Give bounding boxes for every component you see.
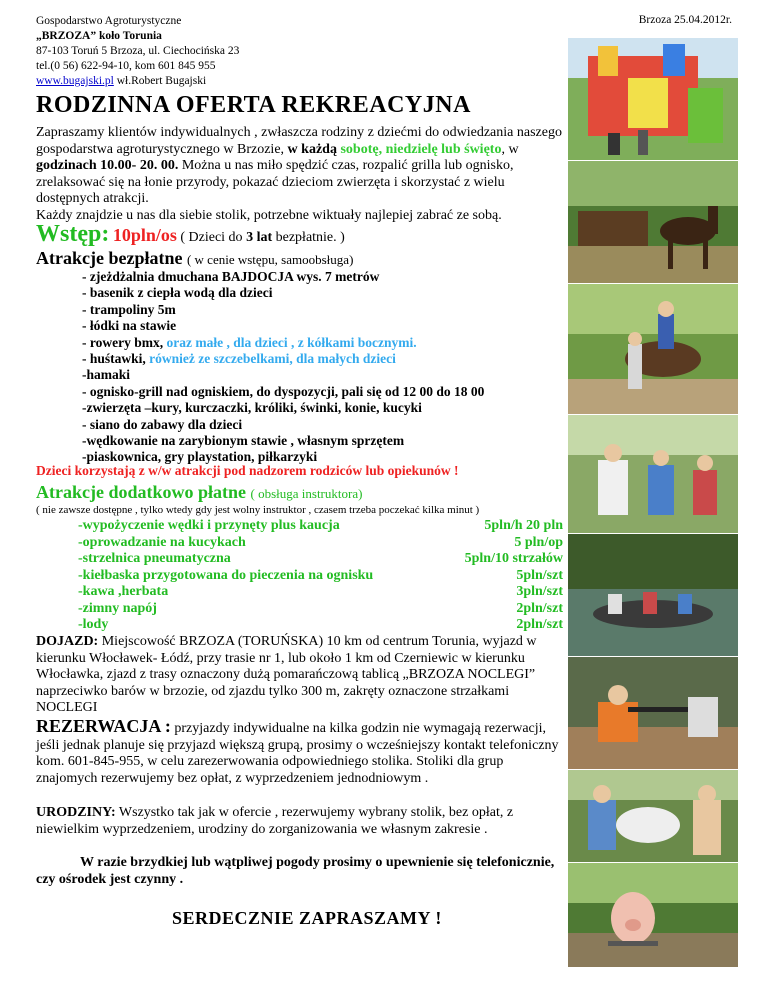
list-item: - siano do zabawy dla dzieci [82, 416, 243, 432]
birthday-label: URODZINY: [36, 805, 116, 820]
directions-label: DOJAZD: [36, 634, 99, 649]
entry-label: Wstęp: [36, 221, 110, 247]
reservation-body: przyjazdy indywidualne na kilka godzin nie wymagają rezerwacji, jeśli jednak planuje się przyjazd większą grupą, prosimy o wcześniejszy kontakt telefoniczny kom. 601-845-955, w celu zarezerwowania odpowiedniego stolika. Stoliki dla grup znajomych rezerwujemy bez opłat, z wyprzedzeniem jednodniowym . [36, 721, 559, 786]
pony-ride-photo [568, 284, 738, 414]
farm-type: Gospodarstwo Agroturystyczne [36, 15, 182, 27]
pig-photo [568, 863, 738, 967]
list-item: -hamaki [82, 367, 131, 383]
supervision-warning: Dzieci korzystają z w/w atrakcji pod nadzorem rodziców lub opiekunów ! [36, 463, 459, 478]
price-row: -oprowadzanie na kucykach 5 pln/op [78, 534, 563, 550]
list-item: -wędkowanie na zarybionym stawie , własnym sprzętem [82, 433, 405, 449]
weather-note: W razie brzydkiej lub wątpliwej pogody prosimy o upewnienie się telefonicznie, czy ośrodek jest czynny . [36, 855, 555, 887]
intro-part: Można u nas miło spędzić czas, rozpalić grilla lub ognisko, zrelaksować się na łonie przyrody, pokazać dzieciom zwierzęta i skorzystać z wielu dostępnych atrakcji. [36, 158, 514, 206]
intro-hours: godzinach 10.00- 20. 00. [36, 158, 179, 173]
reservation-text [36, 718, 566, 787]
list-item: - łódki na stawie [82, 318, 177, 334]
horse-cart-photo [568, 161, 738, 283]
paid-availability-note: ( nie zawsze dostępne , tylko wtedy gdy jest wolny instruktor , czasem trzeba poczekać kilka minut ) [36, 504, 480, 516]
entry-price: 10pln/os [112, 225, 177, 245]
free-attractions-heading [36, 248, 353, 269]
paid-attractions-list [78, 518, 563, 634]
page-title: RODZINNA OFERTA REKREACYJNA [36, 92, 471, 118]
farm-name: „BRZOZA” koło Torunia [36, 30, 162, 42]
birthday-body: Wszystko tak jak w ofercie , rezerwujemy wybrany stolik, bez opłat, z niewielkim wyprzedzeniem, urodziny do zorganizowania we własnym zakresie . [36, 805, 514, 837]
intro-text [36, 125, 566, 224]
paid-heading-sub: ( obsługa instruktora) [250, 486, 363, 501]
list-item: - basenik z ciepła wodą dla dzieci [82, 285, 273, 301]
birthday-text [36, 805, 566, 838]
directions-text [36, 634, 566, 717]
free-heading-text: Atrakcje bezpłatne [36, 248, 183, 268]
inflatable-slide-photo [568, 38, 738, 160]
price-row: -kawa ,herbata 3pln/szt [78, 584, 563, 599]
price-row: -strzelnica pneumatyczna 5pln/10 strzałów [78, 551, 563, 566]
intro-days: sobotę, niedzielę lub święto [340, 141, 502, 157]
list-item: - huśtawki, również ze szczebelkami, dla małych dzieci [82, 351, 396, 367]
paid-heading-text: Atrakcje dodatkowo płatne [36, 482, 246, 502]
price-row: -zimny napój 2pln/szt [78, 600, 563, 616]
paid-attractions-heading [36, 482, 362, 503]
boat-pond-photo [568, 534, 738, 656]
document-date: Brzoza 25.04.2012r. [638, 14, 732, 26]
shooting-range-photo [568, 657, 738, 769]
list-item: - ognisko-grill nad ogniskiem, do dyspozycji, pali się od 12 00 do 18 00 [82, 383, 485, 399]
entry-note: ( Dzieci do [180, 230, 247, 245]
list-item: -zwierzęta –kury, kurczaczki, króliki, świnki, konie, kucyki [82, 400, 422, 416]
children-goat-photo [568, 770, 738, 862]
entry-note-age: 3 lat [246, 230, 273, 245]
entry-fee [36, 221, 345, 248]
list-item: - rowery bmx, oraz małe , dla dzieci , z kółkami bocznymi. [82, 334, 417, 350]
farm-header [36, 14, 239, 89]
intro-tables: Każdy znajdzie u nas dla siebie stolik, potrzebne wiktuały najlepiej zabrać ze sobą. [36, 207, 502, 223]
website-link[interactable]: www.bugajski.pl [36, 75, 114, 87]
farm-address: 87-103 Toruń 5 Brzoza, ul. Ciechocińska 23 [36, 45, 240, 57]
intro-part: Zapraszamy klientów indywidualnych , zwłaszcza rodziny z dziećmi do odwiedzania naszego gospodarstwa agroturystycznego w Brzozie, [36, 125, 562, 157]
list-item: - trampoliny 5m [82, 301, 176, 317]
price-row: -lody 2pln/szt [78, 617, 563, 632]
closing-invitation: SERDECZNIE ZAPRASZAMY ! [172, 908, 442, 928]
entry-note: bezpłatnie. ) [272, 230, 345, 245]
free-attractions-list [82, 269, 484, 466]
farm-web-line [36, 74, 239, 89]
free-heading-sub: ( w cenie wstępu, samoobsługa) [186, 252, 354, 267]
reservation-label: REZERWACJA : [36, 716, 171, 736]
price-row: -kiełbaska przygotowana do pieczenia na ognisku 5pln/szt [78, 567, 563, 583]
intro-part: , w [501, 141, 519, 157]
directions-body: Miejscowość BRZOZA (TORUŃSKA) 10 km od centrum Torunia, wyjazd w kierunku Włocławek- Łódź, przy trasie nr 1, lub około 1 km od Czerniewic w kierunku Włocławka, zjazd z trasy oznaczony dużą pomarańczową tablicą „BRZOZA NOCLEGI” naprzeciwko barów w brzozie, od zjazdu tylko 300 m, zakręty oznaczone strzałkami NOCLEGI [36, 634, 537, 715]
farm-phone: tel.(0 56) 622-94-10, kom 601 845 955 [36, 60, 216, 72]
farm-owner: wł.Robert Bugajski [116, 75, 207, 87]
price-row: -wypożyczenie wędki i przynęty plus kaucja 5pln/h 20 pln [78, 518, 563, 533]
list-item: - zjeżdżalnia dmuchana BAJDOCJA wys. 7 metrów [82, 269, 380, 284]
children-animals-photo [568, 415, 738, 533]
intro-bold: w każdą [287, 141, 341, 157]
list-item: -piaskownica, gry playstation, piłkarzyki [82, 449, 318, 465]
